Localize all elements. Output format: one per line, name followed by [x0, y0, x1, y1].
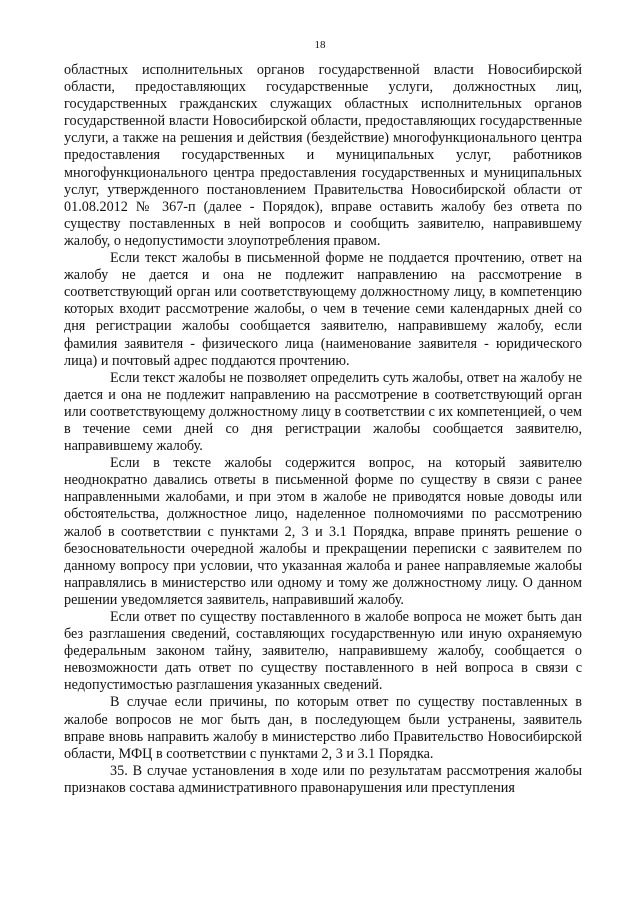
paragraph-item-35: 35. В случае установления в ходе или по результатам рассмотрения жалобы признаков состава административного правонарушения или преступления — [64, 762, 582, 796]
paragraph-continuation: областных исполнительных органов государственной власти Новосибирской области, предоставляющих государственные услуги, должностных лиц, государственных гражданских служащих областных исполнительных органов государственной власти Новосибирской области, предоставляющих государственные услуги, а также на решения и действия (бездействие) многофункционального центра предоставления государственных и муниципальных услуг, работников многофункционального центра предоставления государственных и муниципальных услуг, утвержденного постановлением Правительства Новосибирской области от 01.08.2012 № 367-п (далее - Порядок), вправе оставить жалобу без ответа по существу поставленных в ней вопросов и сообщить заявителю, направившему жалобу, о недопустимости злоупотребления правом. — [64, 62, 582, 249]
paragraph-illegible-text: Если текст жалобы в письменной форме не поддается прочтению, ответ на жалобу не дается и она не подлежит направлению на рассмотрение в соответствующий орган или соответствующему должностному лицу, в компетенцию которых входит рассмотрение жалобы, о чем в течение семи календарных дней со дня регистрации жалобы сообщается заявителю, направившему жалобу, если фамилия заявителя - физического лица (наименование заявителя - юридического лица) и почтовый адрес поддаются прочтению. — [64, 250, 582, 369]
paragraph-repeated-question: Если в тексте жалобы содержится вопрос, на который заявителю неоднократно давались ответы в письменной форме по существу в связи с ранее направленными жалобами, и при этом в жалобе не приводятся новые доводы или обстоятельства, должностное лицо, наделенное полномочиями по рассмотрению жалоб в соответствии с пунктами 2, 3 и 3.1 Порядка, вправе принять решение о безосновательности очередной жалобы и прекращении переписки с заявителем по данному вопросу при условии, что указанная жалоба и ранее направляемые жалобы направлялись в министерство или одному и тому же должностному лицу. О данном решении уведомляется заявитель, направивший жалобу. — [64, 455, 582, 608]
paragraph-state-secret: Если ответ по существу поставленного в жалобе вопроса не может быть дан без разглашения сведений, составляющих государственную или иную охраняемую федеральным законом тайну, заявителю, направившему жалобу, сообщается о невозможности дать ответ по существу поставленного в ней вопроса в связи с недопустимостью разглашения указанных сведений. — [64, 609, 582, 694]
paragraph-undeterminable-essence: Если текст жалобы не позволяет определить суть жалобы, ответ на жалобу не дается и она не подлежит направлению на рассмотрение в соответствующий орган или соответствующему должностному лицу в соответствии с их компетенцией, о чем в течение семи дней со дня регистрации жалобы сообщается заявителю, направившему жалобу. — [64, 369, 582, 455]
paragraph-reasons-eliminated: В случае если причины, по которым ответ по существу поставленных в жалобе вопросов не мог быть дан, в последующем были устранены, заявитель вправе вновь направить жалобу в министерство либо Правительство Новосибирской области, МФЦ в соответствии с пунктами 2, 3 и 3.1 Порядка. — [64, 694, 582, 762]
document-body — [64, 62, 582, 797]
page-number: 18 — [314, 39, 326, 51]
